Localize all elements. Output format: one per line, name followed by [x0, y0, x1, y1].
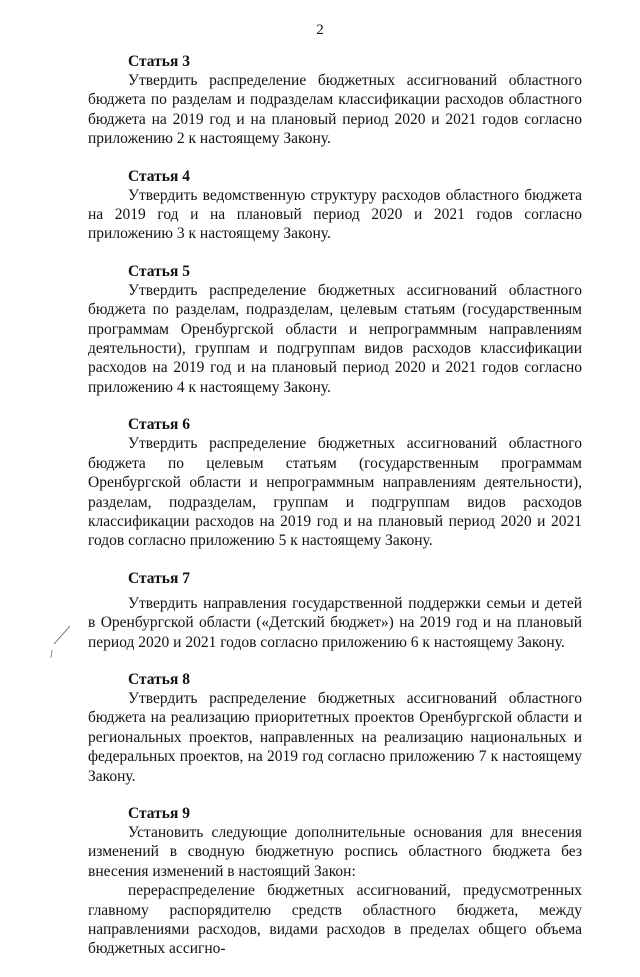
article-heading: Статья 5	[128, 262, 190, 280]
article-3	[88, 52, 582, 149]
article-8	[88, 670, 582, 786]
article-heading: Статья 8	[128, 670, 190, 688]
article-paragraph: Утвердить распределение бюджетных ассигнований областного бюджета по разделам, подразделам, целевым статьям (государственным программам Оренбургской области и непрограммным направлениям деятельности), группам и подгруппам видов расходов классификации расходов на 2019 год и на плановый период 2020 и 2021 годов согласно приложению 4 к настоящему Закону.	[88, 281, 582, 396]
article-paragraph: Установить следующие дополнительные основания для внесения изменений в сводную бюджетную роспись областного бюджета без внесения изменений в настоящий Закон:	[88, 823, 582, 880]
page-number: 2	[316, 22, 324, 38]
article-heading: Статья 4	[128, 167, 190, 185]
article-paragraph: Утвердить распределение бюджетных ассигнований областного бюджета по целевым статьям (государственным программам Оренбургской области и непрограммным направлениям деятельности), разделам, подразделам, группам и подгруппам видов расходов классификации расходов на 2019 год и на плановый период 2020 и 2021 годов согласно приложению 5 к настоящему Закону.	[88, 435, 582, 550]
article-heading: Статья 9	[128, 804, 190, 822]
article-paragraph: перераспределение бюджетных ассигнований, предусмотренных главному распорядителю средств областного бюджета, между направлениями расходов, видами расходов в пределах общего объема бюджетных ассигно-	[88, 882, 582, 958]
document-body	[88, 52, 582, 977]
article-9	[88, 804, 582, 959]
margin-pen-mark	[48, 624, 74, 660]
article-paragraph: Утвердить ведомственную структуру расходов областного бюджета на 2019 год и на плановый период 2020 и 2021 годов согласно приложению 3 к настоящему Закону.	[88, 186, 582, 243]
article-paragraph: Утвердить распределение бюджетных ассигнований областного бюджета на реализацию приоритетных проектов Оренбургской области и региональных проектов, направленных на реализацию национальных и федеральных проектов, на 2019 год согласно приложению 7 к настоящему Закону.	[88, 689, 582, 785]
article-heading: Статья 7	[128, 569, 190, 587]
article-heading: Статья 6	[128, 416, 190, 434]
article-6	[88, 415, 582, 550]
article-paragraph: Утвердить распределение бюджетных ассигнований областного бюджета по разделам и подразделам классификации расходов областного бюджета на 2019 год и на плановый период 2020 и 2021 годов согласно приложению 2 к настоящему Закону.	[88, 72, 582, 148]
article-4	[88, 167, 582, 244]
article-7	[88, 569, 582, 652]
article-heading: Статья 3	[128, 53, 190, 70]
article-paragraph: Утвердить направления государственной поддержки семьи и детей в Оренбургской области («Детский бюджет») на 2019 год и на плановый период 2020 и 2021 годов согласно приложению 6 к настоящему Закону.	[88, 594, 582, 651]
article-5	[88, 262, 582, 397]
